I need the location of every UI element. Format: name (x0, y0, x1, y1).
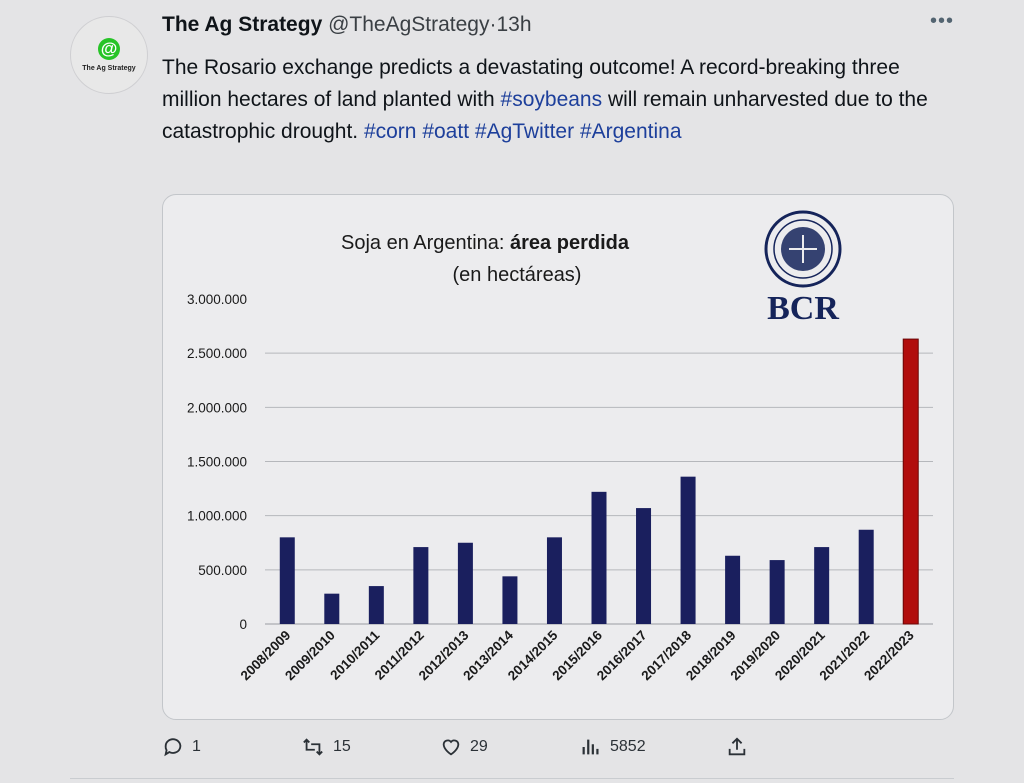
x-tick-label: 2012/2013 (415, 627, 472, 684)
tweet-text-segment: The Rosario exchange predicts a devastating outcome! A record-breaking three million hectares of land planted with (162, 56, 900, 111)
divider (70, 778, 954, 779)
avatar-logo-icon: @ (98, 38, 120, 60)
like-count: 29 (470, 738, 488, 755)
retweet-button[interactable] (301, 736, 351, 758)
x-tick-label: 2009/2010 (282, 627, 338, 684)
bar-2022-2023 (903, 339, 918, 624)
retweet-icon (301, 736, 325, 758)
share-icon (726, 736, 748, 758)
y-axis-ticks (187, 292, 247, 632)
tweet-header (162, 13, 532, 37)
x-tick-label: 2013/2014 (460, 627, 517, 684)
y-tick-label: 3.000.000 (186, 292, 247, 307)
y-tick-label: 500.000 (198, 562, 247, 578)
more-dots-icon[interactable]: ••• (930, 10, 955, 32)
bar-2017-2018 (681, 477, 696, 624)
x-tick-label: 2019/2020 (727, 627, 784, 684)
bar-2018-2019 (725, 556, 740, 624)
bar-2012-2013 (458, 543, 473, 624)
y-tick-label: 2.500.000 (186, 346, 247, 362)
bar-2016-2017 (636, 508, 651, 624)
bar-2008-2009 (280, 537, 295, 624)
action-bar (0, 736, 1024, 760)
x-tick-label: 2010/2011 (327, 627, 383, 683)
hashtag-link[interactable]: #corn (363, 120, 417, 143)
hashtag-link[interactable]: #AgTwitter (474, 120, 575, 143)
bar-2020-2021 (814, 547, 829, 624)
x-tick-label: 2017/2018 (638, 627, 695, 684)
x-tick-label: 2020/2021 (772, 627, 828, 684)
retweet-count: 15 (333, 738, 351, 755)
handle[interactable]: @TheAgStrategy (328, 13, 490, 36)
hashtag-link[interactable]: #soybeans (500, 88, 603, 111)
heart-icon (440, 736, 462, 758)
bars (280, 339, 918, 624)
chart-subtitle: (en hectáreas) (452, 264, 582, 286)
hashtag-link[interactable]: #Argentina (579, 120, 682, 143)
hashtag-link[interactable]: #oatt (422, 120, 470, 143)
y-tick-label: 2.000.000 (186, 400, 247, 416)
share-button[interactable] (726, 736, 748, 758)
chart-title (341, 232, 630, 254)
reply-icon (162, 736, 184, 758)
x-tick-label: 2022/2023 (861, 627, 917, 684)
views-button[interactable] (580, 736, 646, 758)
chart-title-bold: área perdida (510, 232, 629, 254)
views-count: 5852 (610, 738, 646, 755)
separator: · (489, 13, 497, 36)
x-axis-ticks (238, 627, 918, 683)
bar-2015-2016 (592, 492, 607, 624)
bar-chart (163, 195, 953, 719)
bar-2014-2015 (547, 537, 562, 624)
bar-2019-2020 (770, 560, 785, 624)
tweet-text (162, 52, 932, 148)
display-name[interactable]: The Ag Strategy (162, 13, 323, 36)
x-tick-label: 2016/2017 (593, 627, 650, 684)
y-tick-label: 1.000.000 (186, 508, 247, 524)
bar-2009-2010 (324, 594, 339, 624)
reply-button[interactable] (162, 736, 201, 758)
x-tick-label: 2015/2016 (549, 627, 606, 684)
x-tick-label: 2014/2015 (504, 627, 561, 684)
y-tick-label: 0 (239, 617, 247, 632)
like-button[interactable] (440, 736, 488, 758)
views-icon (580, 736, 602, 758)
bcr-logo-text: BCR (767, 290, 839, 327)
bar-2011-2012 (413, 547, 428, 624)
bar-2010-2011 (369, 586, 384, 624)
x-tick-label: 2011/2012 (371, 627, 427, 683)
chart-title-regular: Soja en Argentina: (341, 232, 511, 254)
avatar-brand-text: The Ag Strategy (82, 65, 136, 72)
bcr-seal-icon (766, 212, 840, 286)
y-tick-label: 1.500.000 (186, 454, 247, 470)
x-tick-label: 2008/2009 (237, 627, 294, 684)
x-tick-label: 2018/2019 (682, 627, 739, 684)
avatar[interactable] (70, 16, 148, 94)
reply-count: 1 (192, 738, 201, 755)
chart-card[interactable] (162, 194, 954, 720)
timestamp[interactable]: 13h (496, 13, 532, 36)
tweet-text-segment: will remain unharvested due to the catastrophic drought. (162, 88, 928, 143)
bar-2013-2014 (502, 576, 517, 624)
x-tick-label: 2021/2022 (816, 627, 873, 684)
bar-2021-2022 (859, 530, 874, 624)
